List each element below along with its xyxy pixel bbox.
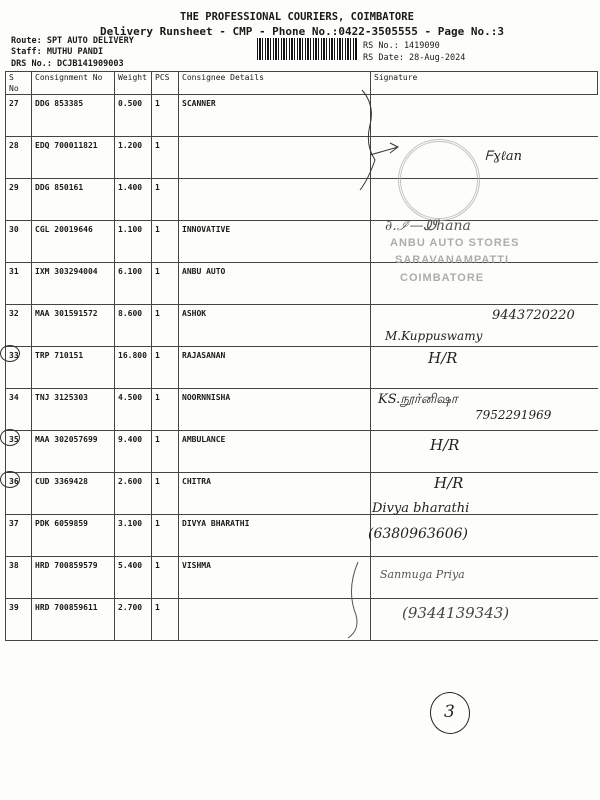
row-sno: 38	[6, 557, 32, 599]
table-row	[6, 263, 598, 305]
handwritten-phone-2: 7952291969	[475, 408, 552, 422]
route-label: Route: SPT AUTO DELIVERY	[11, 36, 134, 46]
circled-serial-mark	[0, 429, 20, 446]
row-signature	[371, 95, 598, 137]
signature-brace	[340, 85, 400, 195]
row-pcs: 1	[152, 431, 179, 473]
row-weight: 1.100	[115, 221, 152, 263]
row-pcs: 1	[152, 137, 179, 179]
rs-number: RS No.: 1419090	[363, 41, 440, 51]
row-weight: 2.600	[115, 473, 152, 515]
table-row	[6, 431, 598, 473]
row-sno: 39	[6, 599, 32, 641]
row-sno: 30	[6, 221, 32, 263]
handwritten-hr-3: H/R	[434, 474, 464, 492]
stamp-line-1: ANBU AUTO STORES	[390, 237, 520, 249]
runsheet-subtitle: Delivery Runsheet - CMP - Phone No.:0422-3505555 - Page No.:3	[100, 25, 504, 38]
row-consignee: SCANNER	[179, 95, 371, 137]
circled-serial-mark	[0, 471, 20, 488]
row-consignee: VISHMA	[179, 557, 371, 599]
signature-scribble-28: ᖴɣℓan	[485, 149, 523, 164]
row-consignee: DIVYA BHARATHI	[179, 515, 371, 557]
col-pcs: PCS	[152, 72, 179, 95]
row-weight: 0.500	[115, 95, 152, 137]
handwritten-name-2: KS.நூர்னிஷா	[378, 392, 458, 407]
row-consignment: CGL 20019646	[32, 221, 115, 263]
row-consignment: MAA 302057699	[32, 431, 115, 473]
row-pcs: 1	[152, 515, 179, 557]
row-consignment: TRP 710151	[32, 347, 115, 389]
row-weight: 1.400	[115, 179, 152, 221]
table-row	[6, 95, 598, 137]
row-sno: 32	[6, 305, 32, 347]
row-sno: 27	[6, 95, 32, 137]
row-weight: 3.100	[115, 515, 152, 557]
row-consignee: ASHOK	[179, 305, 371, 347]
row-sno: 31	[6, 263, 32, 305]
row-consignment: HRD 700859611	[32, 599, 115, 641]
row-consignment: HRD 700859579	[32, 557, 115, 599]
row-sno: 34	[6, 389, 32, 431]
table-row	[6, 179, 598, 221]
handwritten-page-number: 3	[444, 702, 455, 722]
row-signature	[371, 347, 598, 389]
drs-number: DRS No.: DCJB141909003	[11, 59, 124, 69]
row-weight: 5.400	[115, 557, 152, 599]
row-pcs: 1	[152, 263, 179, 305]
barcode	[257, 38, 357, 60]
handwritten-phone-3: (6380963606)	[368, 526, 468, 542]
row-sno: 28	[6, 137, 32, 179]
row-weight: 9.400	[115, 431, 152, 473]
row-sno: 33	[6, 347, 32, 389]
row-pcs: 1	[152, 389, 179, 431]
row-pcs: 1	[152, 179, 179, 221]
handwritten-hr-2: H/R	[430, 436, 460, 454]
row-weight: 2.700	[115, 599, 152, 641]
long-brace-mark	[338, 560, 378, 640]
signature-scribble-30: ∂.ℐ—Ꮺhana	[385, 218, 471, 234]
row-weight: 8.600	[115, 305, 152, 347]
table-header-row	[6, 72, 598, 95]
row-sno: 29	[6, 179, 32, 221]
table-row	[6, 473, 598, 515]
row-consignee: RAJASANAN	[179, 347, 371, 389]
row-consignment: DDG 853385	[32, 95, 115, 137]
row-consignment: MAA 301591572	[32, 305, 115, 347]
stamp-line-3: COIMBATORE	[400, 272, 485, 284]
stamp-line-2: SARAVANAMPATTI	[395, 254, 510, 266]
circled-serial-mark	[0, 345, 20, 362]
row-consignee: NOORNNISHA	[179, 389, 371, 431]
handwritten-hr-1: H/R	[428, 349, 458, 367]
handwritten-name-4: Sanmuga Priya	[380, 568, 465, 581]
row-consignment: CUD 3369428	[32, 473, 115, 515]
row-pcs: 1	[152, 95, 179, 137]
company-title: THE PROFESSIONAL COURIERS, COIMBATORE	[180, 11, 414, 23]
row-consignment: PDK 6059859	[32, 515, 115, 557]
row-sno: 36	[6, 473, 32, 515]
staff-label: Staff: MUTHU PANDI	[11, 47, 104, 57]
col-consignment: Consignment No	[32, 72, 115, 95]
row-consignee: ANBU AUTO	[179, 263, 371, 305]
rs-date: RS Date: 28-Aug-2024	[363, 53, 466, 63]
row-pcs: 1	[152, 473, 179, 515]
table-row	[6, 557, 598, 599]
table-row	[6, 515, 598, 557]
row-pcs: 1	[152, 221, 179, 263]
row-consignee: AMBULANCE	[179, 431, 371, 473]
row-pcs: 1	[152, 305, 179, 347]
row-consignee: INNOVATIVE	[179, 221, 371, 263]
row-pcs: 1	[152, 557, 179, 599]
row-consignment: EDQ 700011821	[32, 137, 115, 179]
table-row	[6, 347, 598, 389]
row-consignment: TNJ 3125303	[32, 389, 115, 431]
handwritten-phone-1: 9443720220	[492, 308, 575, 323]
row-weight: 4.500	[115, 389, 152, 431]
handwritten-phone-4: (9344139343)	[402, 604, 510, 622]
col-sno: S No	[6, 72, 32, 95]
company-seal-stamp	[398, 139, 480, 221]
handwritten-name-1: M.Kuppuswamy	[385, 329, 483, 343]
row-consignment: DDG 850161	[32, 179, 115, 221]
handwritten-name-3: Divya bharathi	[372, 501, 470, 516]
col-signature: Signature	[371, 72, 598, 95]
row-weight: 6.100	[115, 263, 152, 305]
row-consignee: CHITRA	[179, 473, 371, 515]
row-weight: 1.200	[115, 137, 152, 179]
row-consignment: IXM 303294004	[32, 263, 115, 305]
col-consignee: Consignee Details	[179, 72, 371, 95]
col-weight: Weight	[115, 72, 152, 95]
row-weight: 16.800	[115, 347, 152, 389]
row-sno: 37	[6, 515, 32, 557]
row-signature	[371, 431, 598, 473]
row-sno: 35	[6, 431, 32, 473]
row-pcs: 1	[152, 347, 179, 389]
row-pcs: 1	[152, 599, 179, 641]
